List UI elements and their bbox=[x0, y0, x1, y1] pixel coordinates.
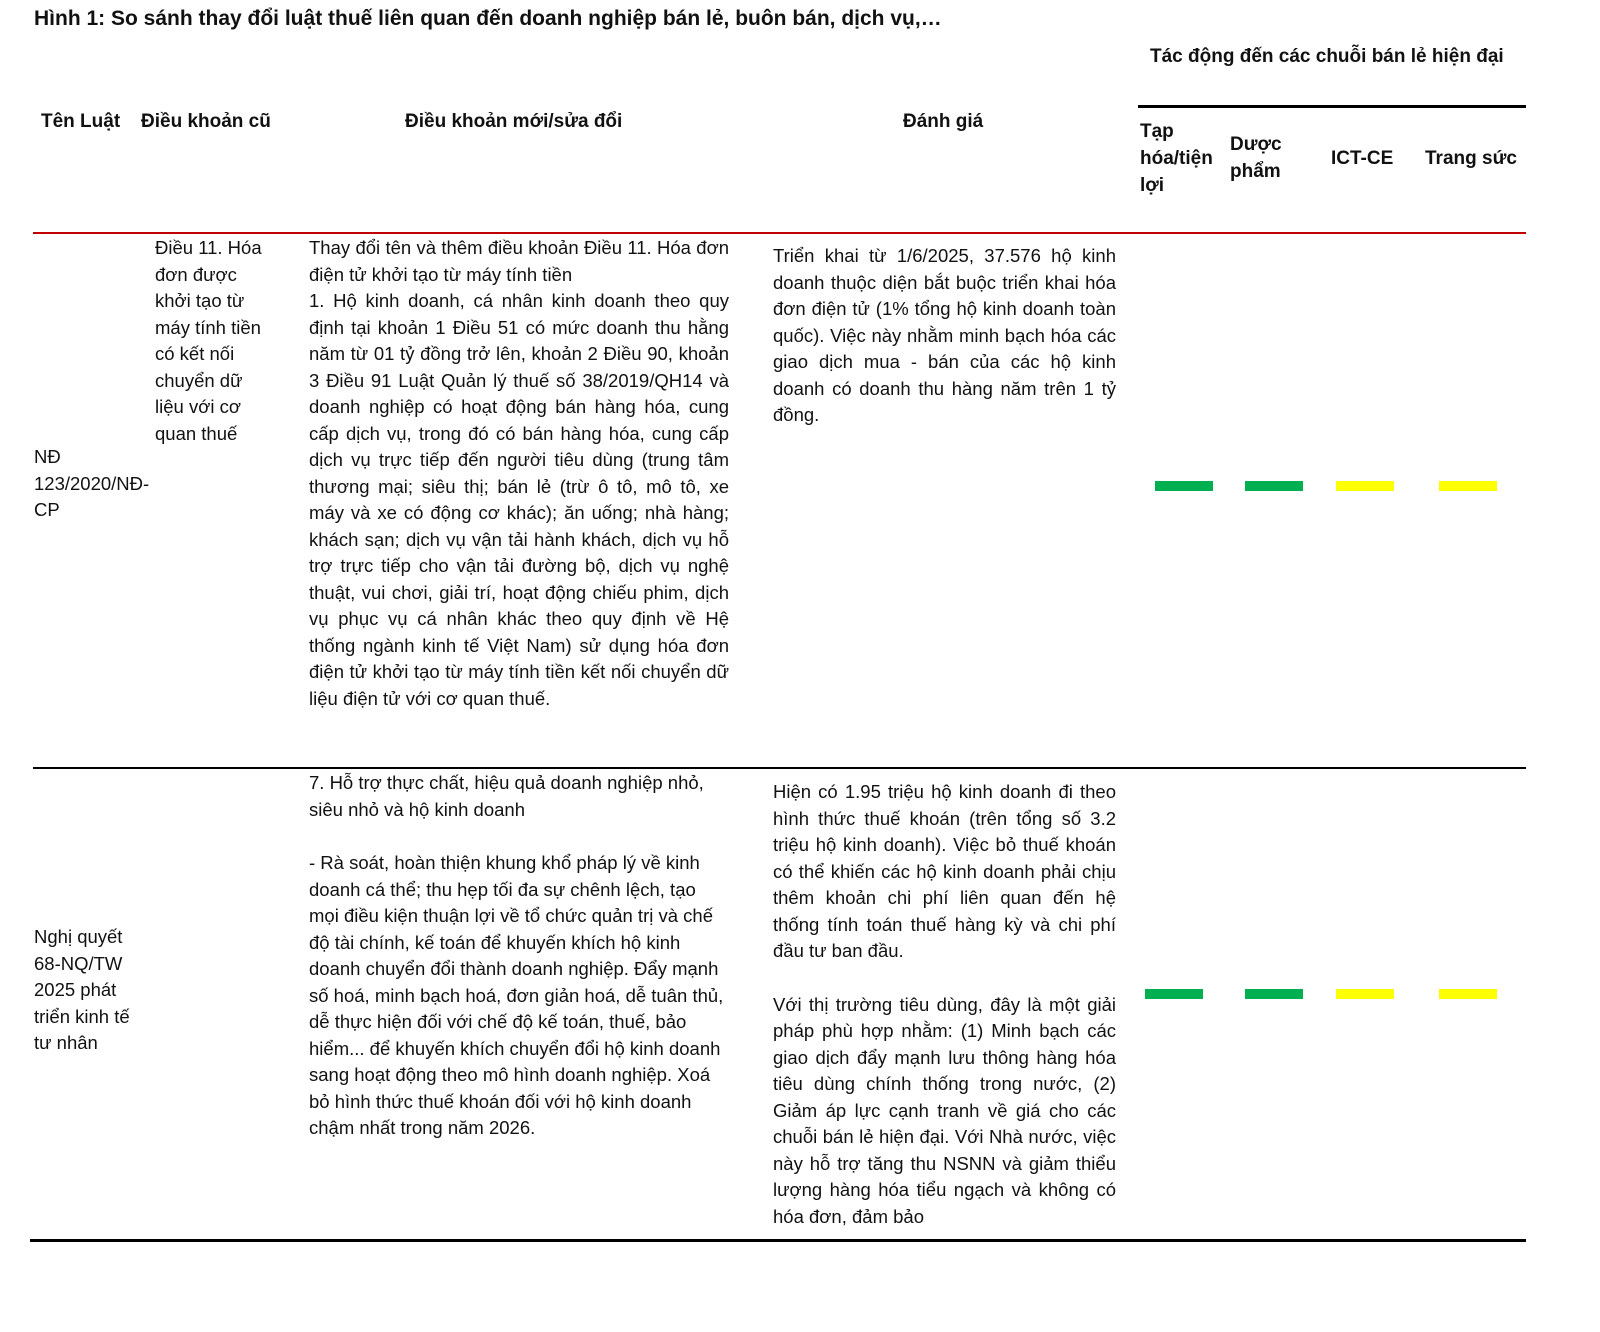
row2-law: Nghị quyết 68-NQ/TW 2025 phát triển kinh tế tư nhân bbox=[34, 926, 130, 1053]
col-header-impact-ict: ICT-CE bbox=[1331, 148, 1394, 169]
row2-evaluation bbox=[773, 779, 1116, 1230]
row1-law: NĐ 123/2020/NĐ-CP bbox=[34, 446, 150, 520]
col-header-old: Điều khoản cũ bbox=[141, 111, 271, 132]
row2-impact-pharmacy bbox=[1245, 989, 1303, 999]
row1-evaluation: Triển khai từ 1/6/2025, 37.576 hộ kinh doanh thuộc diện bắt buộc triển khai hóa đơn điện tử (1% tổng hộ kinh doanh toàn quốc). Việc này nhằm minh bạch hóa các giao dịch mua - bán của các hộ kinh doanh có doanh thu hàng năm trên 1 tỷ đồng. bbox=[773, 245, 1116, 425]
row2-new-p2: - Rà soát, hoàn thiện khung khổ pháp lý về kinh doanh cá thể; thu hẹp tối đa sự chênh lệch, tạo mọi điều kiện thuận lợi về tổ chức quản trị và chế độ tài chính, kế toán để khuyến khích hộ kinh doanh chuyển đổi thành doanh nghiệp. Đẩy mạnh số hoá, minh bạch hoá, đơn giản hoá, dễ tuân thủ, dễ thực hiện đối với chế độ kế toán, thuế, bảo hiểm... để khuyến khích chuyển đổi hộ kinh doanh sang hoạt động theo mô hình doanh nghiệp. Xoá bỏ hình thức thuế khoán đối với hộ kinh doanh chậm nhất trong năm 2026. bbox=[309, 852, 724, 1138]
figure-title: Hình 1: So sánh thay đổi luật thuế liên quan đến doanh nghiệp bán lẻ, buôn bán, dịch vụ,… bbox=[34, 7, 942, 30]
row1-old-provision: Điều 11. Hóa đơn được khởi tạo từ máy tính tiền có kết nối chuyển dữ liệu với cơ quan thuế bbox=[155, 237, 262, 444]
impact-group-title: Tác động đến các chuỗi bán lẻ hiện đại bbox=[1150, 46, 1504, 67]
row2-eval-p2: Với thị trường tiêu dùng, đây là một giải pháp phù hợp nhằm: (1) Minh bạch các giao dịch đẩy mạnh lưu thông hàng hóa tiêu dùng chính thống trong nước, (2) Giảm áp lực cạnh tranh về giá cho các chuỗi bán lẻ hiện đại. Với Nhà nước, việc này hỗ trợ tăng thu NSNN và giảm thiểu lượng hàng hóa tiểu ngạch và không có hóa đơn, đảm bảo bbox=[773, 993, 1116, 1227]
impact-header-rule bbox=[1138, 105, 1526, 108]
row2-impact-jewelry bbox=[1439, 989, 1497, 999]
col-header-law: Tên Luật bbox=[41, 111, 121, 132]
row1-new-provision bbox=[309, 235, 729, 712]
table-bottom-rule bbox=[30, 1239, 1526, 1242]
col-header-impact-jewelry: Trang sức bbox=[1425, 148, 1517, 169]
row2-new-provision bbox=[309, 770, 729, 1142]
row1-new-p1: Thay đổi tên và thêm điều khoản Điều 11. Hóa đơn điện tử khởi tạo từ máy tính tiền bbox=[309, 237, 729, 285]
row1-impact-ict bbox=[1336, 481, 1394, 491]
col-header-eval: Đánh giá bbox=[903, 111, 984, 132]
row2-impact-grocery bbox=[1145, 989, 1203, 999]
row1-new-p2: 1. Hộ kinh doanh, cá nhân kinh doanh theo quy định tại khoản 1 Điều 51 có mức doanh thu hằng năm từ 01 tỷ đồng trở lên, khoản 2 Điều 90, khoản 3 Điều 91 Luật Quản lý thuế số 38/2019/QH14 và doanh nghiệp có hoạt động bán hàng hóa, cung cấp dịch vụ, trong đó có bán hàng hóa, cung cấp dịch vụ trực tiếp đến người tiêu dùng (trung tâm thương mại; siêu thị; bán lẻ (trừ ô tô, mô tô, xe máy và xe có động cơ khác); ăn uống; nhà hàng; khách sạn; dịch vụ vận tải hành khách, dịch vụ hỗ trợ trực tiếp cho vận tải đường bộ, dịch vụ nghệ thuật, vui chơi, giải trí, hoạt động chiếu phim, dịch vụ phục vụ cá nhân khác theo quy định về Hệ thống ngành kinh tế Việt Nam) sử dụng hóa đơn điện tử khởi tạo từ máy tính tiền kết nối chuyển dữ liệu điện tử với cơ quan thuế. bbox=[309, 290, 729, 709]
row-divider bbox=[33, 767, 1526, 769]
row2-eval-p1: Hiện có 1.95 triệu hộ kinh doanh đi theo hình thức thuế khoán (trên tổng số 3.2 triệu hộ kinh doanh). Việc bỏ thuế khoán có thể khiến các hộ kinh doanh phải chịu thêm khoản chi phí liên quan đến hệ thống tính toán thuế hàng kỳ và chi phí đầu tư ban đầu. bbox=[773, 781, 1116, 961]
row1-impact-grocery bbox=[1155, 481, 1213, 491]
row2-impact-ict bbox=[1336, 989, 1394, 999]
header-bottom-rule bbox=[33, 232, 1526, 234]
col-header-impact-pharmacy: Dược phẩm bbox=[1230, 134, 1282, 182]
col-header-impact-grocery: Tạp hóa/tiện lợi bbox=[1140, 121, 1213, 196]
row1-impact-jewelry bbox=[1439, 481, 1497, 491]
row1-impact-pharmacy bbox=[1245, 481, 1303, 491]
col-header-new: Điều khoản mới/sửa đổi bbox=[405, 111, 623, 132]
row2-new-p1: 7. Hỗ trợ thực chất, hiệu quả doanh nghiệp nhỏ, siêu nhỏ và hộ kinh doanh bbox=[309, 772, 704, 820]
